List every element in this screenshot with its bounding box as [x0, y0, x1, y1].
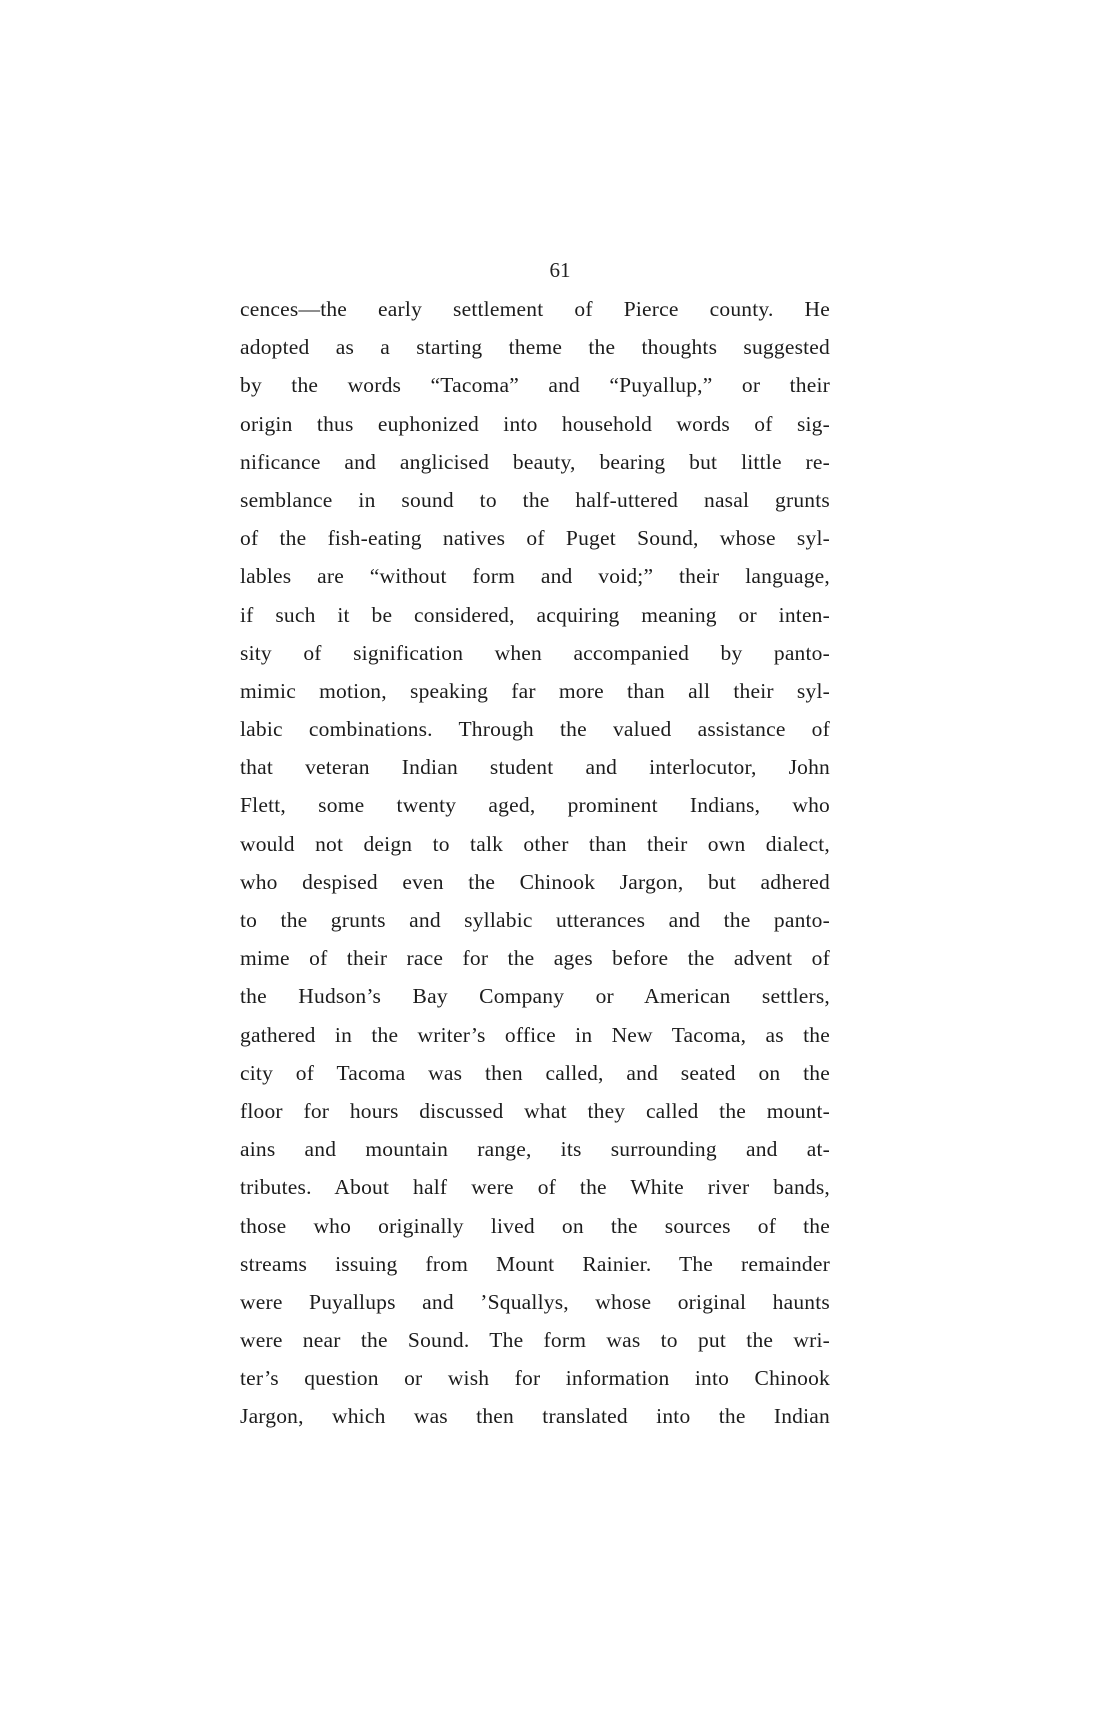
text-line: floor for hours discussed what they called the mount-	[240, 1098, 830, 1123]
text-line: labic combinations. Through the valued assistance of	[240, 717, 830, 742]
text-line: city of Tacoma was then called, and seated on the	[240, 1060, 830, 1085]
text-line: mime of their race for the ages before the advent of	[240, 946, 830, 971]
text-line: were near the Sound. The form was to put the wri-	[240, 1328, 830, 1353]
page-number: 61	[549, 258, 571, 282]
text-line: of the fish-eating natives of Puget Sound, whose syl-	[240, 526, 830, 551]
text-line: Flett, some twenty aged, prominent Indians, who	[240, 793, 830, 818]
text-line: that veteran Indian student and interlocutor, John	[240, 755, 830, 780]
text-line: origin thus euphonized into household words of sig-	[240, 411, 830, 436]
text-line: Jargon, which was then translated into the Indian	[240, 1404, 830, 1429]
text-line: by the words “Tacoma” and “Puyallup,” or their	[240, 373, 830, 398]
text-line: adopted as a starting theme the thoughts suggested	[240, 335, 830, 360]
text-line: the Hudson’s Bay Company or American settlers,	[240, 984, 830, 1009]
text-line: would not deign to talk other than their own dialect,	[240, 831, 830, 856]
text-line: those who originally lived on the sources of the	[240, 1213, 830, 1238]
text-line: cences—the early settlement of Pierce county. He	[240, 297, 830, 321]
text-line: lables are “without form and void;” their language,	[240, 564, 830, 589]
text-line: gathered in the writer’s office in New Tacoma, as the	[240, 1022, 830, 1047]
text-line: mimic motion, speaking far more than all their syl-	[240, 678, 830, 703]
text-line: to the grunts and syllabic utterances and the panto-	[240, 908, 830, 932]
text-line: streams issuing from Mount Rainier. The remainder	[240, 1251, 830, 1276]
text-line: semblance in sound to the half-uttered nasal grunts	[240, 487, 830, 512]
text-line: if such it be considered, acquiring meaning or inten-	[240, 602, 830, 627]
text-line: were Puyallups and ’Squallys, whose original haunts	[240, 1289, 830, 1314]
text-line: tributes. About half were of the White river bands,	[240, 1175, 830, 1200]
text-line: ter’s question or wish for information into Chinook	[240, 1366, 830, 1391]
text-line: sity of signification when accompanied by panto-	[240, 640, 830, 665]
body-text	[240, 290, 830, 1436]
text-line: nificance and anglicised beauty, bearing but little re-	[240, 449, 830, 474]
text-line: ains and mountain range, its surrounding and at-	[240, 1137, 830, 1162]
text-line: who despised even the Chinook Jargon, but adhered	[240, 869, 830, 894]
